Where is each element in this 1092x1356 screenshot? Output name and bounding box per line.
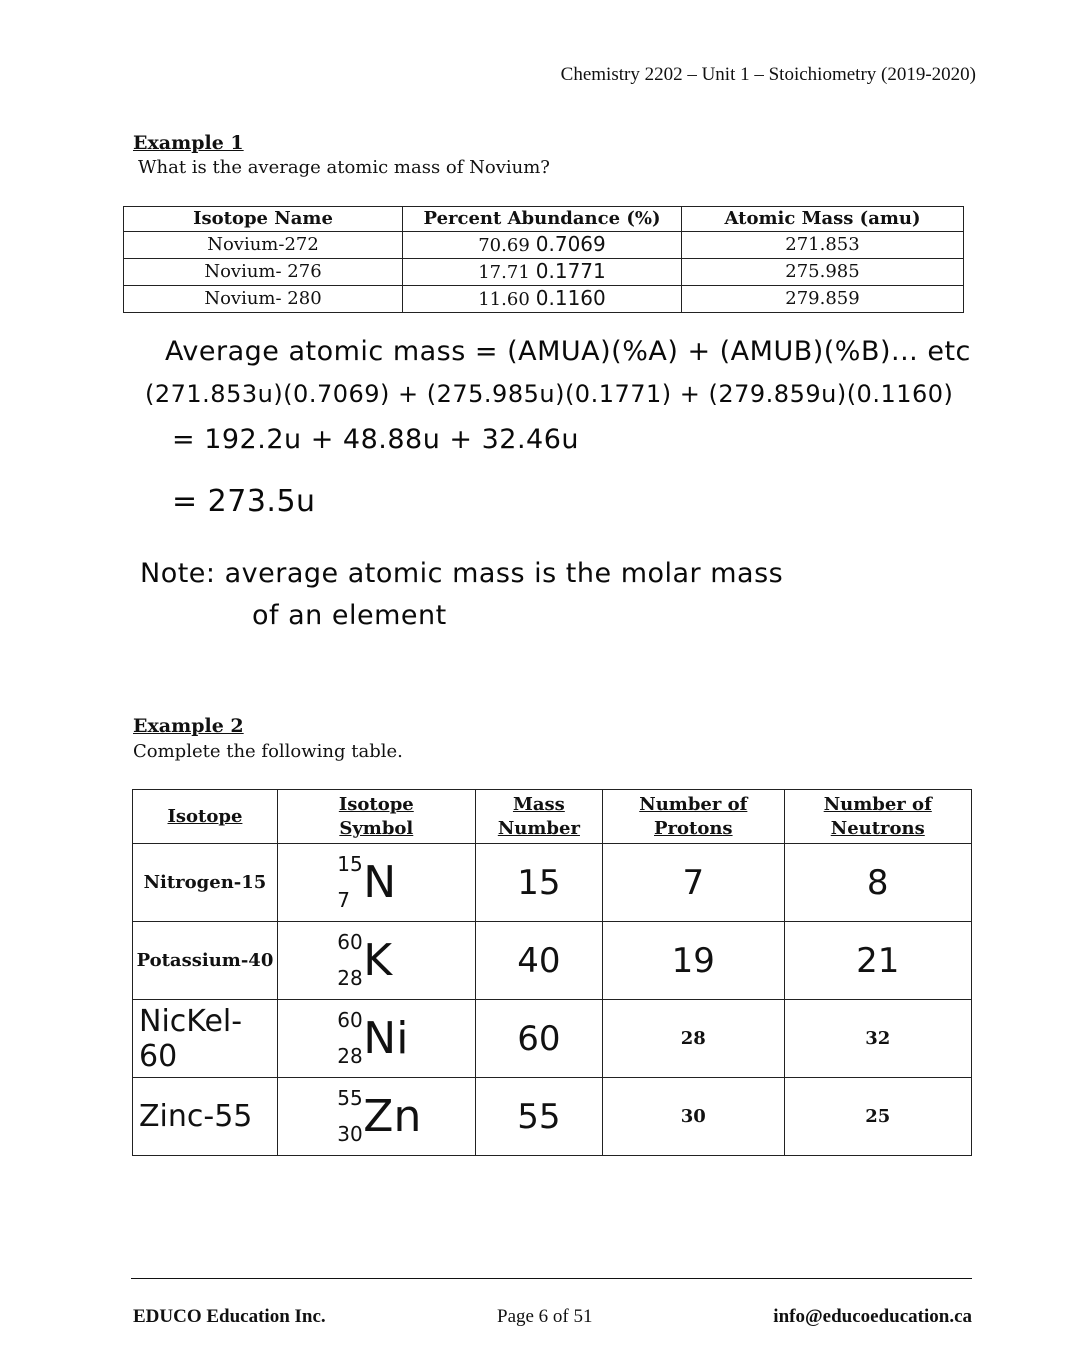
- products-line: = 192.2u + 48.88u + 32.46u: [172, 424, 580, 455]
- mass-number-cell: 55: [475, 1078, 602, 1156]
- table-row: [133, 1078, 972, 1156]
- table-row: [133, 922, 972, 1000]
- column-header: Isotope: [133, 790, 278, 844]
- table-header-row: [124, 207, 964, 232]
- isotope-cell: Zinc-55: [133, 1078, 278, 1156]
- substitution-line: (271.853u)(0.7069) + (275.985u)(0.1771) + (279.859u)(0.1160): [145, 380, 954, 408]
- mass-superscript: 55: [337, 1085, 363, 1110]
- percent-value: 70.69: [478, 235, 530, 256]
- neutrons-cell: 21: [784, 922, 972, 1000]
- column-header: Percent Abundance (%): [403, 207, 682, 232]
- column-header: Isotope Symbol: [277, 790, 475, 844]
- example1-heading: Example 1: [133, 132, 244, 154]
- isotope-symbol-cell: [277, 844, 475, 922]
- footer-email: info@educoeducation.ca: [773, 1306, 972, 1327]
- isotope-cell: NicKel-60: [133, 1000, 278, 1078]
- header-title: Chemistry 2202 – Unit 1 – Stoichiometry (2019-2020): [560, 64, 976, 85]
- atomic-mass: 279.859: [682, 286, 964, 313]
- mass-superscript: 60: [337, 1007, 363, 1032]
- atomic-subscript: 28: [337, 965, 363, 990]
- element-symbol: N: [363, 856, 397, 908]
- table-row: [124, 259, 964, 286]
- decimal-value: 0.1160: [535, 286, 606, 310]
- atomic-subscript: 30: [337, 1121, 363, 1146]
- percent-value: 11.60: [478, 289, 530, 310]
- footer-divider: [131, 1278, 972, 1279]
- table-row: [124, 232, 964, 259]
- example2-heading: Example 2: [133, 715, 244, 737]
- column-header: Atomic Mass (amu): [682, 207, 964, 232]
- isotope-name: Novium- 276: [124, 259, 403, 286]
- percent-abundance: [403, 286, 682, 313]
- element-symbol: K: [363, 934, 393, 986]
- column-header: Number of Protons: [603, 790, 784, 844]
- table-row: [133, 844, 972, 922]
- example1-question: What is the average atomic mass of Novium?: [138, 157, 550, 178]
- footer-page-number: Page 6 of 51: [497, 1306, 593, 1327]
- result-line: = 273.5u: [172, 484, 316, 519]
- isotope-name: Novium-272: [124, 232, 403, 259]
- isotope-table: [132, 789, 972, 1156]
- note-line: Note: average atomic mass is the molar mass: [140, 558, 784, 589]
- table-row: [133, 1000, 972, 1078]
- neutrons-cell: 8: [784, 844, 972, 922]
- mass-superscript: 15: [337, 851, 363, 876]
- mass-superscript: 60: [337, 929, 363, 954]
- isotope-symbol: [331, 926, 421, 992]
- protons-cell: 19: [603, 922, 784, 1000]
- example2-instruction: Complete the following table.: [133, 741, 403, 762]
- atomic-subscript: 28: [337, 1043, 363, 1068]
- atomic-mass: 271.853: [682, 232, 964, 259]
- footer-company: EDUCO Education Inc.: [133, 1306, 326, 1327]
- neutrons-cell: 25: [784, 1078, 972, 1156]
- isotope-symbol: [331, 1082, 421, 1148]
- table-row: [124, 286, 964, 313]
- mass-number-cell: 15: [475, 844, 602, 922]
- protons-cell: 28: [603, 1000, 784, 1078]
- isotope-cell: Nitrogen-15: [133, 844, 278, 922]
- column-header: Mass Number: [475, 790, 602, 844]
- novium-table: [123, 206, 964, 313]
- percent-abundance: [403, 232, 682, 259]
- percent-abundance: [403, 259, 682, 286]
- isotope-cell: Potassium-40: [133, 922, 278, 1000]
- atomic-subscript: 7: [337, 887, 351, 912]
- element-symbol: Zn: [363, 1090, 422, 1142]
- formula-line: Average atomic mass = (AMUA)(%A) + (AMUB)(%B)... etc: [165, 336, 971, 367]
- isotope-symbol-cell: [277, 922, 475, 1000]
- column-header: Number of Neutrons: [784, 790, 972, 844]
- isotope-symbol-cell: [277, 1000, 475, 1078]
- mass-number-cell: 40: [475, 922, 602, 1000]
- isotope-symbol: [331, 848, 421, 914]
- note-line-2: of an element: [252, 600, 447, 631]
- decimal-value: 0.7069: [535, 232, 606, 256]
- mass-number-cell: 60: [475, 1000, 602, 1078]
- atomic-mass: 275.985: [682, 259, 964, 286]
- decimal-value: 0.1771: [535, 259, 606, 283]
- element-symbol: Ni: [363, 1012, 409, 1064]
- protons-cell: 7: [603, 844, 784, 922]
- protons-cell: 30: [603, 1078, 784, 1156]
- table-header-row: [133, 790, 972, 844]
- column-header: Isotope Name: [124, 207, 403, 232]
- isotope-symbol-cell: [277, 1078, 475, 1156]
- isotope-symbol: [331, 1004, 421, 1070]
- isotope-name: Novium- 280: [124, 286, 403, 313]
- percent-value: 17.71: [478, 262, 530, 283]
- neutrons-cell: 32: [784, 1000, 972, 1078]
